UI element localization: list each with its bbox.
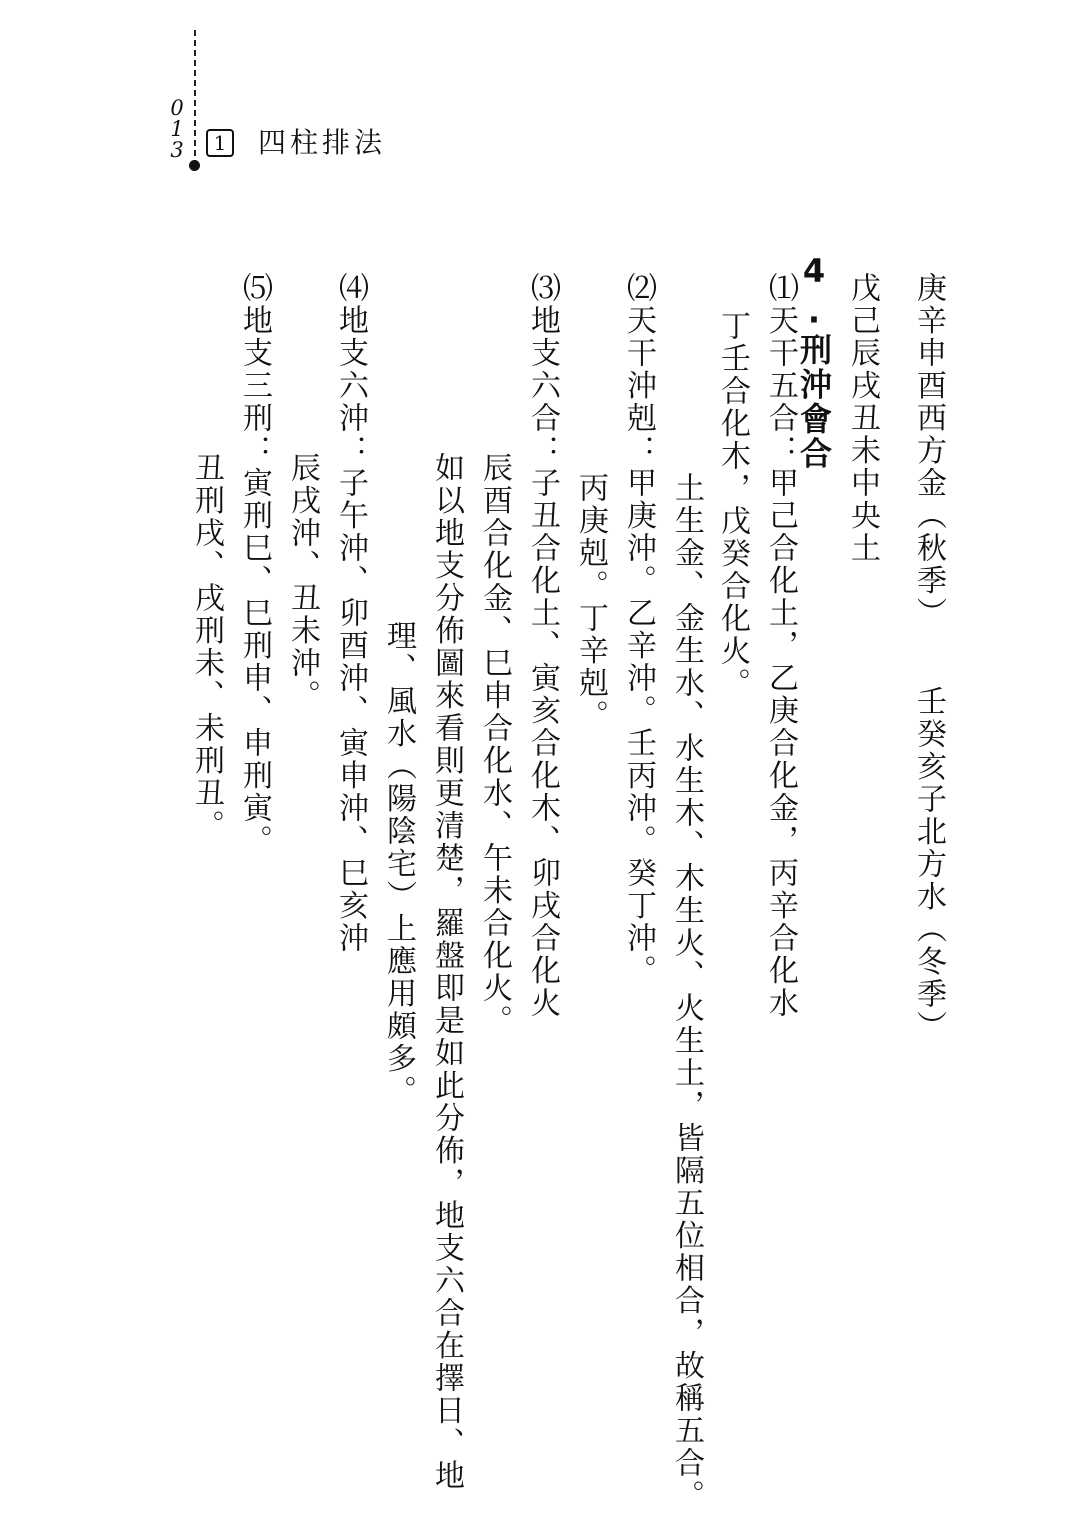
text-column bbox=[618, 272, 658, 987]
text-column bbox=[712, 310, 752, 700]
text-fragment: ⑶地支六合：子丑合化土、寅亥合化木、卯戌合化火 bbox=[525, 272, 560, 1020]
page-number: 013 bbox=[170, 96, 184, 162]
text-column bbox=[570, 472, 610, 732]
text-column bbox=[186, 452, 226, 842]
text-column bbox=[522, 272, 562, 1020]
header-bullet-dot bbox=[189, 160, 200, 171]
text-column bbox=[330, 272, 370, 955]
text-column bbox=[666, 472, 706, 1512]
text-column bbox=[234, 272, 274, 857]
text-fragment: ⑷地支六沖：子午沖、卯酉沖、寅申沖、巳亥沖 bbox=[333, 272, 368, 955]
text-fragment: 如以地支分佈圖來看則更清楚，羅盤即是如此分佈，地支六合在擇日、地 bbox=[429, 452, 464, 1492]
text-column bbox=[378, 620, 418, 1108]
text-column bbox=[474, 452, 514, 1037]
text-fragment: ⑸地支三刑：寅刑巳、巳刑申、申刑寅。 bbox=[237, 272, 272, 857]
text-fragment: 丙庚剋。丁辛剋。 bbox=[573, 472, 608, 732]
text-fragment: 辰戌沖、丑未沖。 bbox=[285, 452, 320, 712]
section-heading bbox=[794, 252, 834, 471]
text-fragment: 丁壬合化木，戊癸合化火。 bbox=[715, 310, 750, 700]
text-column bbox=[282, 452, 322, 712]
header-dashed-rule bbox=[194, 30, 196, 166]
text-fragment: 丑刑戌、戌刑未、未刑丑。 bbox=[189, 452, 224, 842]
text-fragment: 土生金、金生水、水生木、木生火、火生土，皆隔五位相合，故稱五合。 bbox=[669, 472, 704, 1512]
text-column bbox=[426, 452, 466, 1492]
text-fragment: 戊己辰戌丑未中央土 bbox=[845, 272, 880, 565]
chapter-title: 四柱排法 bbox=[258, 126, 387, 159]
text-fragment: 4.刑沖會合 bbox=[795, 252, 833, 471]
text-fragment: 理、風水（陽陰宅）上應用頗多。 bbox=[381, 620, 416, 1108]
text-column bbox=[842, 272, 882, 565]
text-fragment: 辰酉合化金、巳申合化水、午未合化火。 bbox=[477, 452, 512, 1037]
chapter-number-box: 1 bbox=[206, 129, 234, 157]
text-column bbox=[908, 272, 948, 1043]
text-fragment: 壬癸亥子北方水（冬季） bbox=[911, 685, 946, 1043]
text-fragment: 庚辛申酉西方金（秋季） bbox=[911, 272, 946, 630]
text-fragment: ⑴天干五合：甲己合化土，乙庚合化金，丙辛合化水 bbox=[763, 272, 798, 1020]
text-column bbox=[760, 272, 800, 1020]
text-fragment: ⑵天干沖剋：甲庚沖。乙辛沖。壬丙沖。癸丁沖。 bbox=[621, 272, 656, 987]
